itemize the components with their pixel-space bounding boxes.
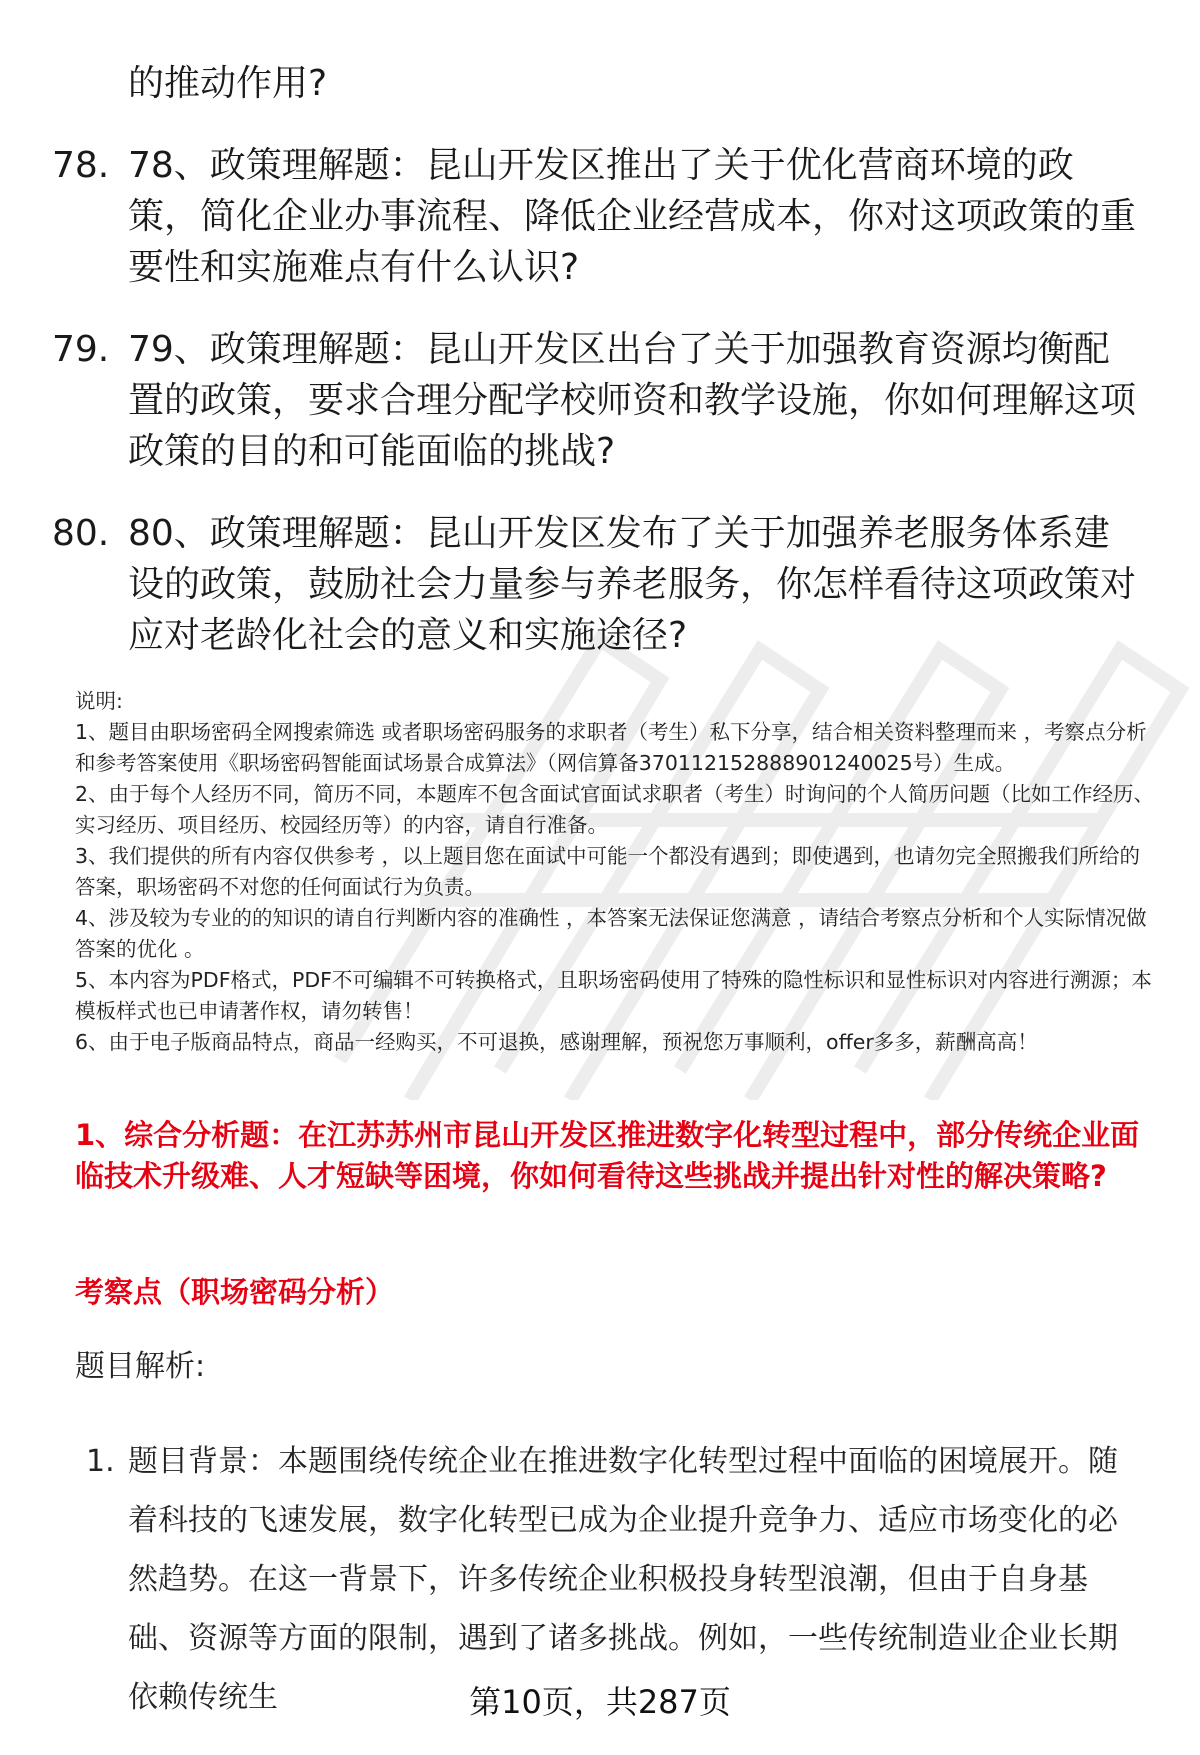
question-item-79: [0, 324, 1200, 477]
question-text: 80、政策理解题：昆山开发区发布了关于加强养老服务体系建设的政策，鼓励社会力量参与养老服务，你怎样看待这项政策对应对老龄化社会的意义和实施途径?: [128, 513, 1137, 656]
question-continuation: 的推动作用?: [128, 63, 328, 104]
note-item: 3、我们提供的所有内容仅供参考 ，以上题目您在面试中可能一个都没有遇到；即使遇到，也请勿完全照搬我们所给的答案，职场密码不对您的任何面试行为负责。: [75, 844, 1141, 899]
analysis-number: 1.: [86, 1444, 115, 1479]
page-footer: 第10页，共287页: [469, 1683, 731, 1721]
question-number: 80.: [52, 513, 110, 554]
main-question-title: 1、综合分析题：在江苏苏州市昆山开发区推进数字化转型过程中，部分传统企业面临技术升级难、人才短缺等困境，你如何看待这些挑战并提出针对性的解决策略?: [75, 1118, 1140, 1193]
note-item: 5、本内容为PDF格式，PDF不可编辑不可转换格式，且职场密码使用了特殊的隐性标识和显性标识对内容进行溯源；本模板样式也已申请著作权，请勿转售！: [75, 968, 1152, 1023]
question-text: 78、政策理解题：昆山开发区推出了关于优化营商环境的政策，简化企业办事流程、降低企业经营成本，你对这项政策的重要性和实施难点有什么认识?: [128, 145, 1137, 288]
notes-block: [75, 686, 1160, 1058]
question-item-78: [0, 140, 1200, 293]
notes-heading: 说明:: [75, 689, 123, 713]
note-item: 1、题目由职场密码全网搜索筛选 或者职场密码服务的求职者（考生）私下分享，结合相关资料整理而来 ，考察点分析和参考答案使用《职场密码智能面试场景合成算法》（网信算备370112152888901240025号）生成。: [75, 720, 1147, 775]
analysis-label: 题目解析:: [75, 1349, 206, 1384]
question-item-80: [0, 508, 1200, 661]
note-item: 2、由于每个人经历不同，简历不同，本题库不包含面试官面试求职者（考生）时询问的个人简历问题（比如工作经历、实习经历、项目经历、校园经历等）的内容，请自行准备。: [75, 782, 1155, 837]
section-title: 考察点（职场密码分析）: [75, 1275, 395, 1309]
question-number: 78.: [52, 145, 110, 186]
analysis-paragraph: 题目背景：本题围绕传统企业在推进数字化转型过程中面临的困境展开。随着科技的飞速发展，数字化转型已成为企业提升竞争力、适应市场变化的必然趋势。在这一背景下，许多传统企业积极投身转型浪潮，但由于自身基础、资源等方面的限制，遇到了诸多挑战。例如，一些传统制造业企业长期依赖传统生: [128, 1444, 1118, 1715]
question-list: [0, 58, 1200, 661]
question-number: 79.: [52, 329, 110, 370]
question-text: 79、政策理解题：昆山开发区出台了关于加强教育资源均衡配置的政策，要求合理分配学校师资和教学设施，你如何理解这项政策的目的和可能面临的挑战?: [128, 329, 1137, 472]
note-item: 6、由于电子版商品特点，商品一经购买，不可退换，感谢理解，预祝您万事顺利，offer多多，薪酬高高！: [75, 1030, 1038, 1054]
note-item: 4、涉及较为专业的的知识的请自行判断内容的准确性 ，本答案无法保证您满意 ，请结合考察点分析和个人实际情况做答案的优化 。: [75, 906, 1147, 961]
